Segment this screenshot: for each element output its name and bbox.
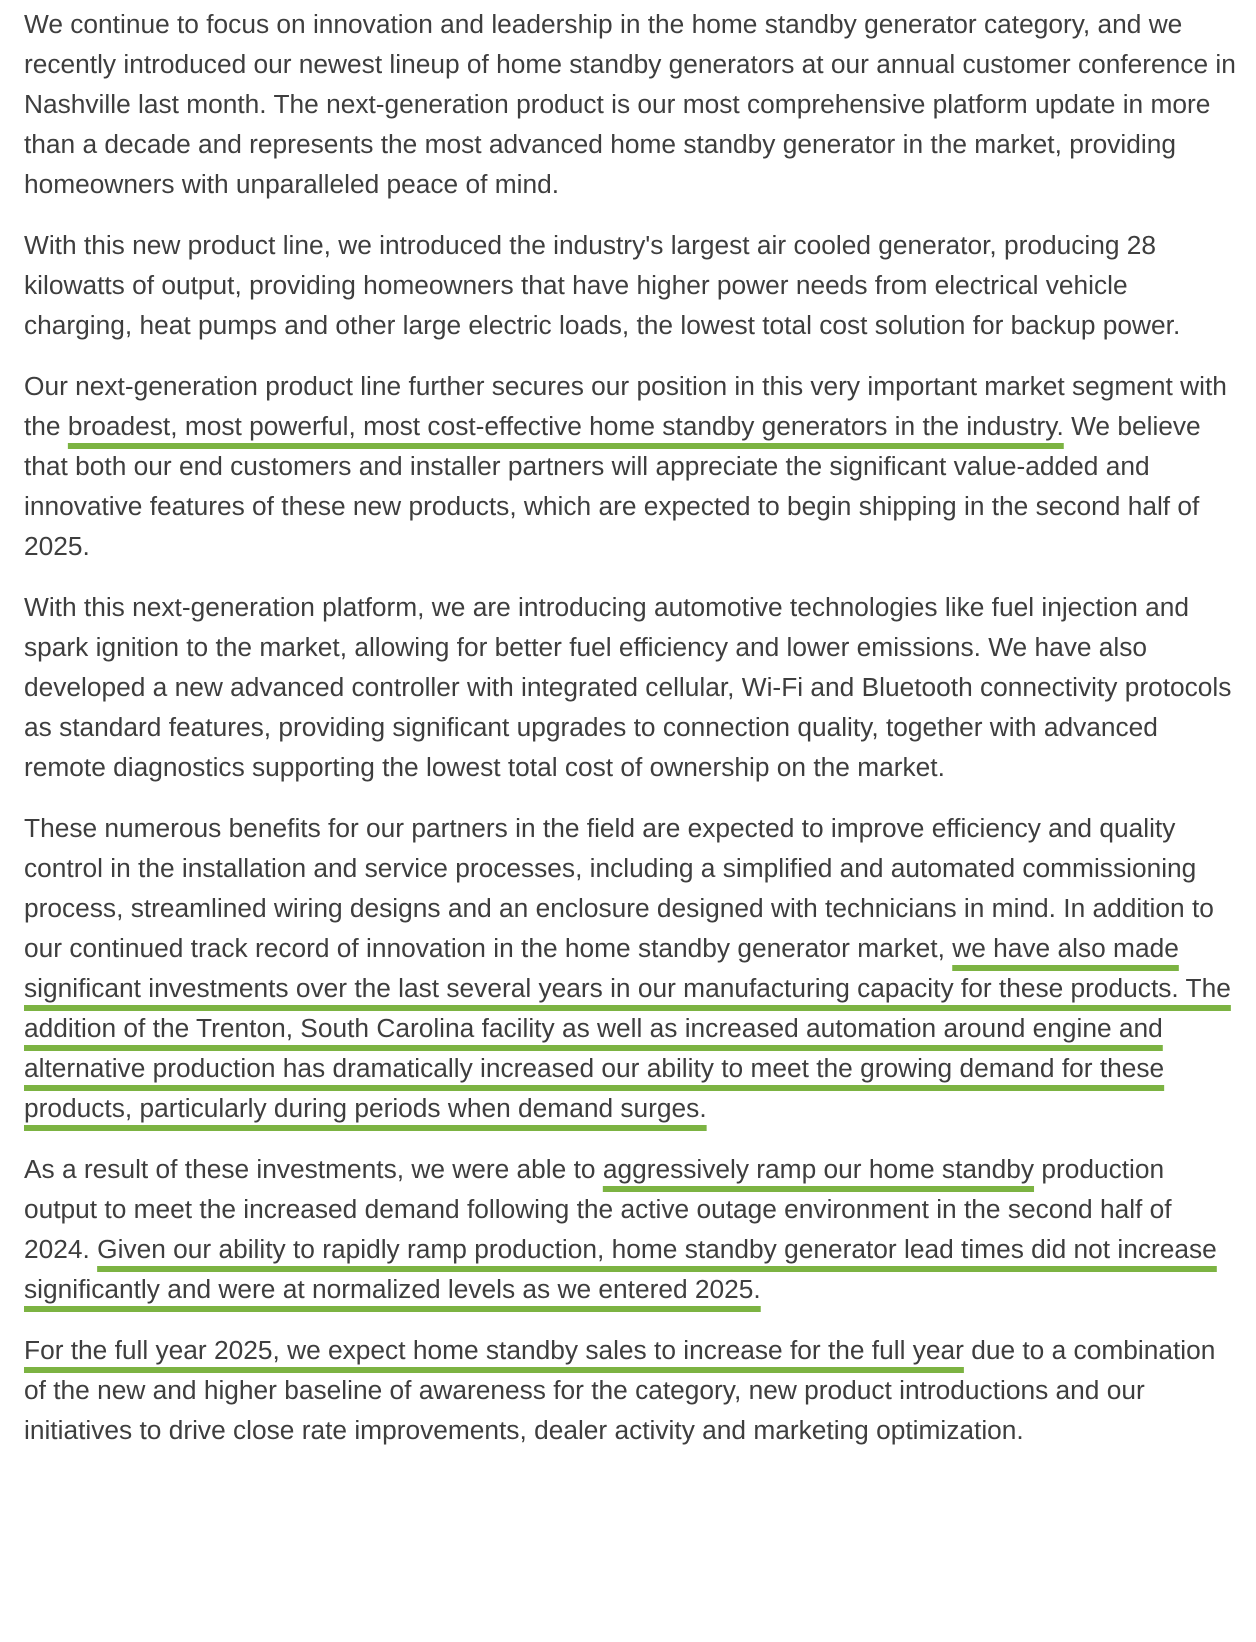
paragraph-text: Our next-generation product line further secures our position in this very important market segment with the — [24, 371, 1227, 441]
paragraph-text: As a result of these investments, we were able to — [24, 1154, 603, 1184]
highlighted-text: For the full year 2025, we expect home standby sales to increase for the full year — [24, 1335, 964, 1365]
highlighted-text: we have also made significant investments over the last several years in our manufacturing capacity for these products. The addition of the Trenton, South Carolina facility as well as increased automation around engine and alternative production has dramatically increased our ability to meet the growing demand for these products, particularly during periods when demand surges. — [24, 933, 1231, 1123]
highlighted-text: broadest, most powerful, most cost-effective home standby generators in the industry. — [67, 411, 1064, 441]
paragraph-text: production output to meet the increased demand following the active outage environment in the second half of 2024. — [24, 1154, 1172, 1264]
paragraph — [24, 1330, 1240, 1450]
paragraph — [24, 1149, 1240, 1309]
paragraph — [24, 587, 1240, 787]
highlighted-text: aggressively ramp our home standby — [602, 1154, 1035, 1184]
paragraph — [24, 366, 1240, 566]
paragraph — [24, 4, 1240, 204]
paragraph-text: due to a combination of the new and higher baseline of awareness for the category, new product introductions and our initiatives to drive close rate improvements, dealer activity and marketing optimization. — [24, 1335, 1216, 1445]
document-body — [24, 4, 1240, 1471]
paragraph-text: With this next-generation platform, we are introducing automotive technologies like fuel injection and spark ignition to the market, allowing for better fuel efficiency and lower emissions. We have also developed a new advanced controller with integrated cellular, Wi-Fi and Bluetooth connectivity protocols as standard features, providing significant upgrades to connection quality, together with advanced remote diagnostics supporting the lowest total cost of ownership on the market. — [24, 592, 1232, 782]
paragraph — [24, 808, 1240, 1128]
paragraph-text: We believe that both our end customers and installer partners will appreciate the significant value-added and innovative features of these new products, which are expected to begin shipping in the second half of 2025. — [24, 411, 1201, 561]
paragraph — [24, 225, 1240, 345]
paragraph-text: These numerous benefits for our partners in the field are expected to improve efficiency and quality control in the installation and service processes, including a simplified and automated commissioning process, streamlined wiring designs and an enclosure designed with technicians in mind. In addition to our continued track record of innovation in the home standby generator market, — [24, 813, 1214, 963]
paragraph-text: With this new product line, we introduced the industry's largest air cooled generator, producing 28 kilowatts of output, providing homeowners that have higher power needs from electrical vehicle charging, heat pumps and other large electric loads, the lowest total cost solution for backup power. — [24, 230, 1181, 340]
highlighted-text: Given our ability to rapidly ramp production, home standby generator lead times did not increase significantly and were at normalized levels as we entered 2025. — [24, 1234, 1217, 1304]
paragraph-text: We continue to focus on innovation and leadership in the home standby generator category, and we recently introduced our newest lineup of home standby generators at our annual customer conference in Nashville last month. The next-generation product is our most comprehensive platform update in more than a decade and represents the most advanced home standby generator in the market, providing homeowners with unparalleled peace of mind. — [24, 9, 1236, 199]
